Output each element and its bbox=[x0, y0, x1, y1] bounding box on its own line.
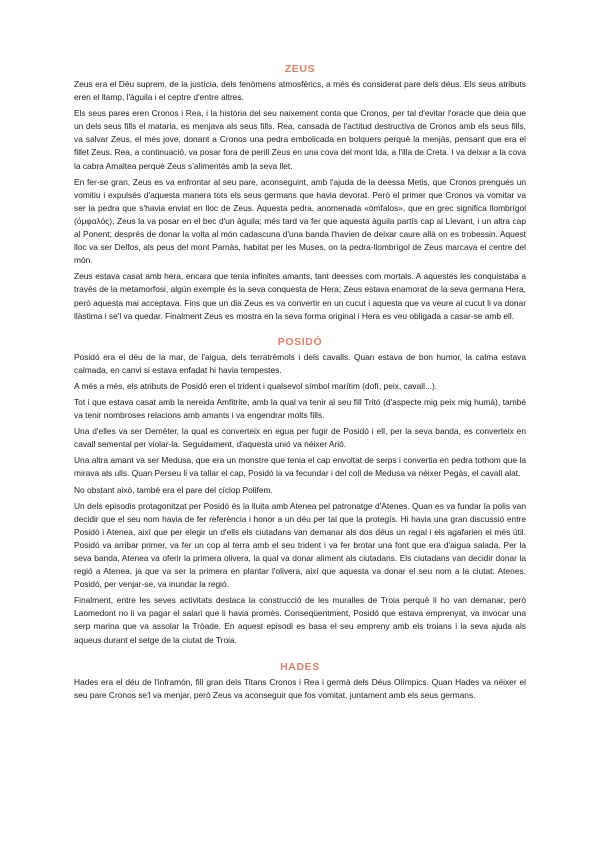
paragraph: Finalment, entre les seves activitats destaca la construcció de les muralles de Troia perquè li ho van demanar, però Laomedont no li va pagar el salari que li havia promès. Conseqüentment, Posidó que estava emprenyat, va invocar una serp marina que va assolar la Tròade. En aquest episodi es basa el seu empreny amb els troians i la seva ajuda als aqueus durant el setge de la ciutat de Troia. bbox=[74, 595, 526, 645]
section-title-hades: HADES bbox=[280, 660, 320, 673]
paragraph: Zeus era el Déu suprem, de la justícia, dels fenòmens atmosfèrics, a més és considerat pare dels déus. Els seus atributs eren el llamp, l'àguila i el ceptre d'entre altres. bbox=[74, 79, 526, 103]
paragraph: Una altra amant va ser Medusa, que era un monstre que tenia el cap envoltat de serps i convertia en pedra tothom que la mirava als ulls. Quan Perseu li va tallar el cap, Posidó la va fecundar i del coll de Medusa va néixer Pegàs, el cavall alat. bbox=[74, 455, 526, 479]
paragraph: Una d'elles va ser Demèter, la qual es converteix en egua per fugir de Posidó i ell, per la seva banda, es converteix en cavall semental per violar-la. Seguidament, d'aquesta unió va néixer Arió. bbox=[74, 426, 526, 450]
section-spacer bbox=[74, 326, 526, 335]
paragraph: Posidó era el déu de la mar, de l'aigua, dels terratrèmols i dels cavalls. Quan estava de bon humor, la calma estava calmada, en canvi si estava enfadat hi havia tempestes. bbox=[74, 351, 526, 375]
paragraph: Hades era el déu de l'inframón, fill gran dels Titans Cronos i Rea i germà dels Déus Olímpics. Quan Hades va néixer el seu pare Cronos se'l va menjar, però Zeus va aconseguir que fos vomitat, juntament amb els seus germans. bbox=[74, 676, 526, 700]
section-title-posido: POSIDÓ bbox=[277, 335, 323, 348]
paragraph: Zeus estava casat amb hera, encara que tenia infinites amants, tant deesses com mortals. A aquestes les conquistaba a través de la metamorfosi, algún exemple és la seva conquesta de Hera; Zeus estava enamorat de la seva germana Hera, però aquesta mai acceptava. Fins que un dia Zeus es va convertir en un cucut i aquesta que va veure al cucut li va donar llàstima i se'l va quedar. Finalment Zeus es mostra en la seva forma original i Hera es veu obligada a casar-se amb ell. bbox=[74, 271, 526, 321]
paragraph: Els seus pares eren Cronos i Rea, i la història del seu naixement conta que Cronos, per tal d'evitar l'oracle que deia que un dels seus fills el mataria, es menjava als seus fills. Rea, cansada de l'actitud destructiva de Cronos amb els seus fills, va salvar Zeus, el més jove, donant a Cronos una pedra embolicada en bolquers perquè la menjàs, pensant que era el fillet Zeus. Rea, a continuació, va posar fora de perill Zeus en una cova del mont Ida, a l'illa de Creta. I va deixar a la cova la cabra Amaltea perquè Zeus s'alimentés amb la seva llet. bbox=[74, 108, 526, 171]
paragraph: No obstant això, també era el pare del cíclop Polifem. bbox=[74, 484, 273, 495]
document-page bbox=[74, 62, 526, 705]
section-title-zeus: ZEUS bbox=[284, 63, 316, 75]
section-spacer bbox=[74, 650, 526, 660]
paragraph: A més a més, els atributs de Posidó eren el trident i qualsevol símbol marítim (dofí, peix, cavall...). bbox=[74, 380, 438, 391]
paragraph: Tot i que estava casat amb la nereida Amfitrite, amb la qual va tenir al seu fill Tritó (d'aspecte mig peix mig humà), també va tenir nombroses relacions amb amants i va engendrar molts fills. bbox=[74, 396, 526, 421]
paragraph: En fer-se gran, Zeus es va enfrontar al seu pare, aconseguint, amb l'ajuda de la deessa Metis, que Cronos prengués un vomitiu i expulsés d'aquesta manera tots els seus germans que havia devorat. Però el primer que Cronos va vomitar va ser la pedra que s'havia enviat en lloc de Zeus. Aquesta pedra, anomenada «òmfalos», que en grec significa llombrígol (όμφαλός), Zeus la va posar en el bec d'un àguila; més tard va fer que aquesta àguila partís cap al Llevant, i un altra cap al Ponent; després de donar la volta al món cadascuna d'una banda l'havien de deixar caure allà on es trobessin. Aquest lloc va ser Delfos, als peus del mont Parnàs, habitat per les Muses, on la pedra-llombrígol de Zeus marcava el centre del món. bbox=[74, 176, 526, 266]
paragraph: Un dels episodis protagonitzat per Posidó és la lluita amb Atenea pel patronatge d'Atenes. Quan es va fundar la polis van decidir que el seu nom havia de fer referència i honor a un déu per tal que la protegís. Hi havia una gran discussió entre Posidó i Atenea, així que per elegir un d'ells els ciutadans van demanar als dos déus un regal i els agafarien el més útil. Posidó va arribar primer, va fer un cop al terra amb el seu trident i va fer brotar una font que era d'aigua salada. Per la seva banda, Atenea va oferir la primera olivera, la qual va donar aliment als ciutadans. Els ciutadans van decidir donar la regió a Atenea, ja que va ser la primera en plantar l'olivera, així que aquesta va donar el seu nom a la ciutat: Atenes. Posidó, per venjar-se, va inundar la regió. bbox=[74, 500, 526, 590]
